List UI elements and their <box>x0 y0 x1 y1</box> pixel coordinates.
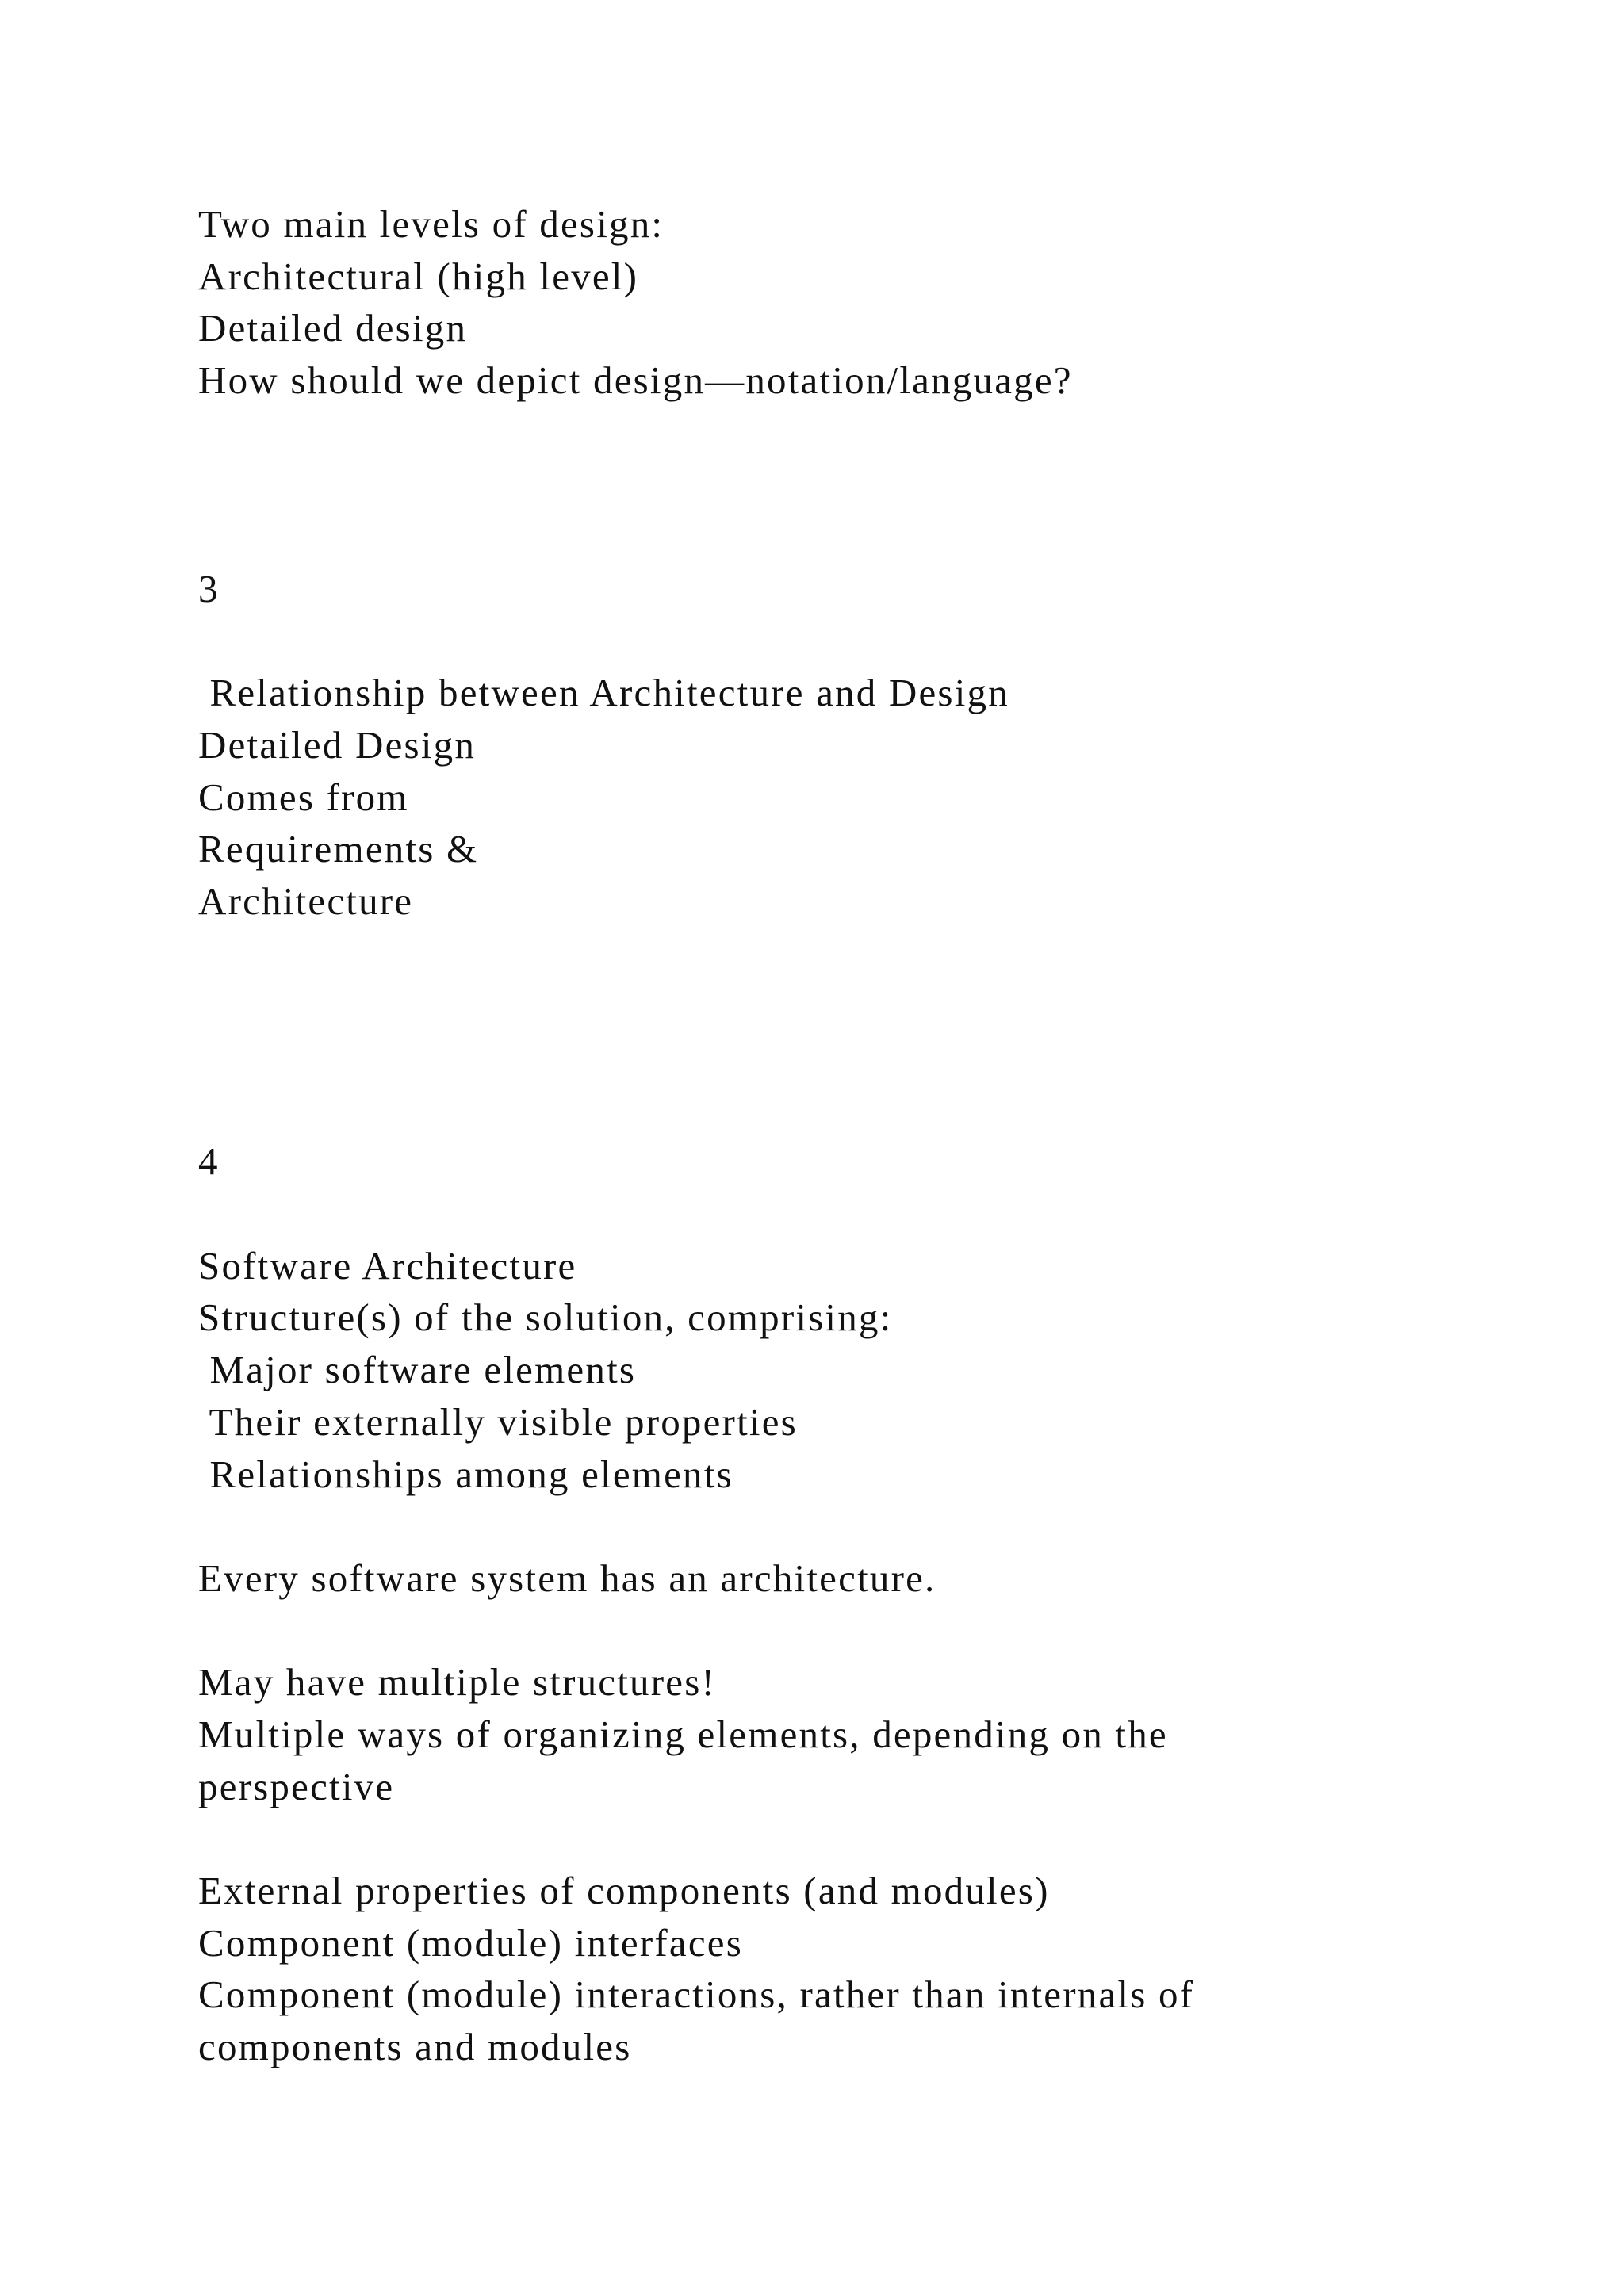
text-line: Detailed Design <box>198 722 477 767</box>
text-line: Architectural (high level) <box>198 254 639 298</box>
document-page <box>198 198 1467 2073</box>
text-line: Relationships among elements <box>198 1452 733 1496</box>
text-line: Component (module) interfaces <box>198 1920 743 1965</box>
text-line: Software Architecture <box>198 1243 577 1288</box>
blank-line <box>198 1188 1467 1240</box>
text-line: Relationship between Architecture and Design <box>198 671 1009 715</box>
text-line: Their externally visible properties <box>198 1399 798 1444</box>
blank-line <box>198 1500 1467 1552</box>
blank-line <box>198 1031 1467 1084</box>
page-number: 3 <box>198 566 220 610</box>
text-line: Requirements & <box>198 827 479 871</box>
text-line: Detailed design <box>198 306 468 350</box>
blank-line <box>198 458 1467 511</box>
text-line: Every software system has an architecture. <box>198 1556 936 1600</box>
blank-line <box>198 928 1467 980</box>
blank-line <box>198 1605 1467 1657</box>
text-line: External properties of components (and modules) <box>198 1869 1050 1912</box>
text-line: Structure(s) of the solution, comprising: <box>198 1295 893 1340</box>
blank-line <box>198 407 1467 459</box>
text-line: How should we depict design—notation/language? <box>198 358 1073 403</box>
blank-line <box>198 979 1467 1031</box>
text-line: components and modules <box>198 2025 632 2069</box>
text-line: Comes from <box>198 775 409 819</box>
page-number: 4 <box>198 1139 220 1184</box>
text-line: Component (module) interactions, rather than internals of <box>198 1973 1195 2017</box>
text-line: Architecture <box>198 878 414 923</box>
text-line: perspective <box>198 1764 395 1808</box>
text-line: Two main levels of design: <box>198 202 665 246</box>
text-line: May have multiple structures! <box>198 1660 716 1705</box>
blank-line <box>198 1084 1467 1136</box>
text-line: Multiple ways of organizing elements, depending on the <box>198 1712 1168 1756</box>
blank-line <box>198 1812 1467 1865</box>
text-line: Major software elements <box>198 1348 637 1392</box>
blank-line <box>198 615 1467 668</box>
blank-line <box>198 511 1467 563</box>
